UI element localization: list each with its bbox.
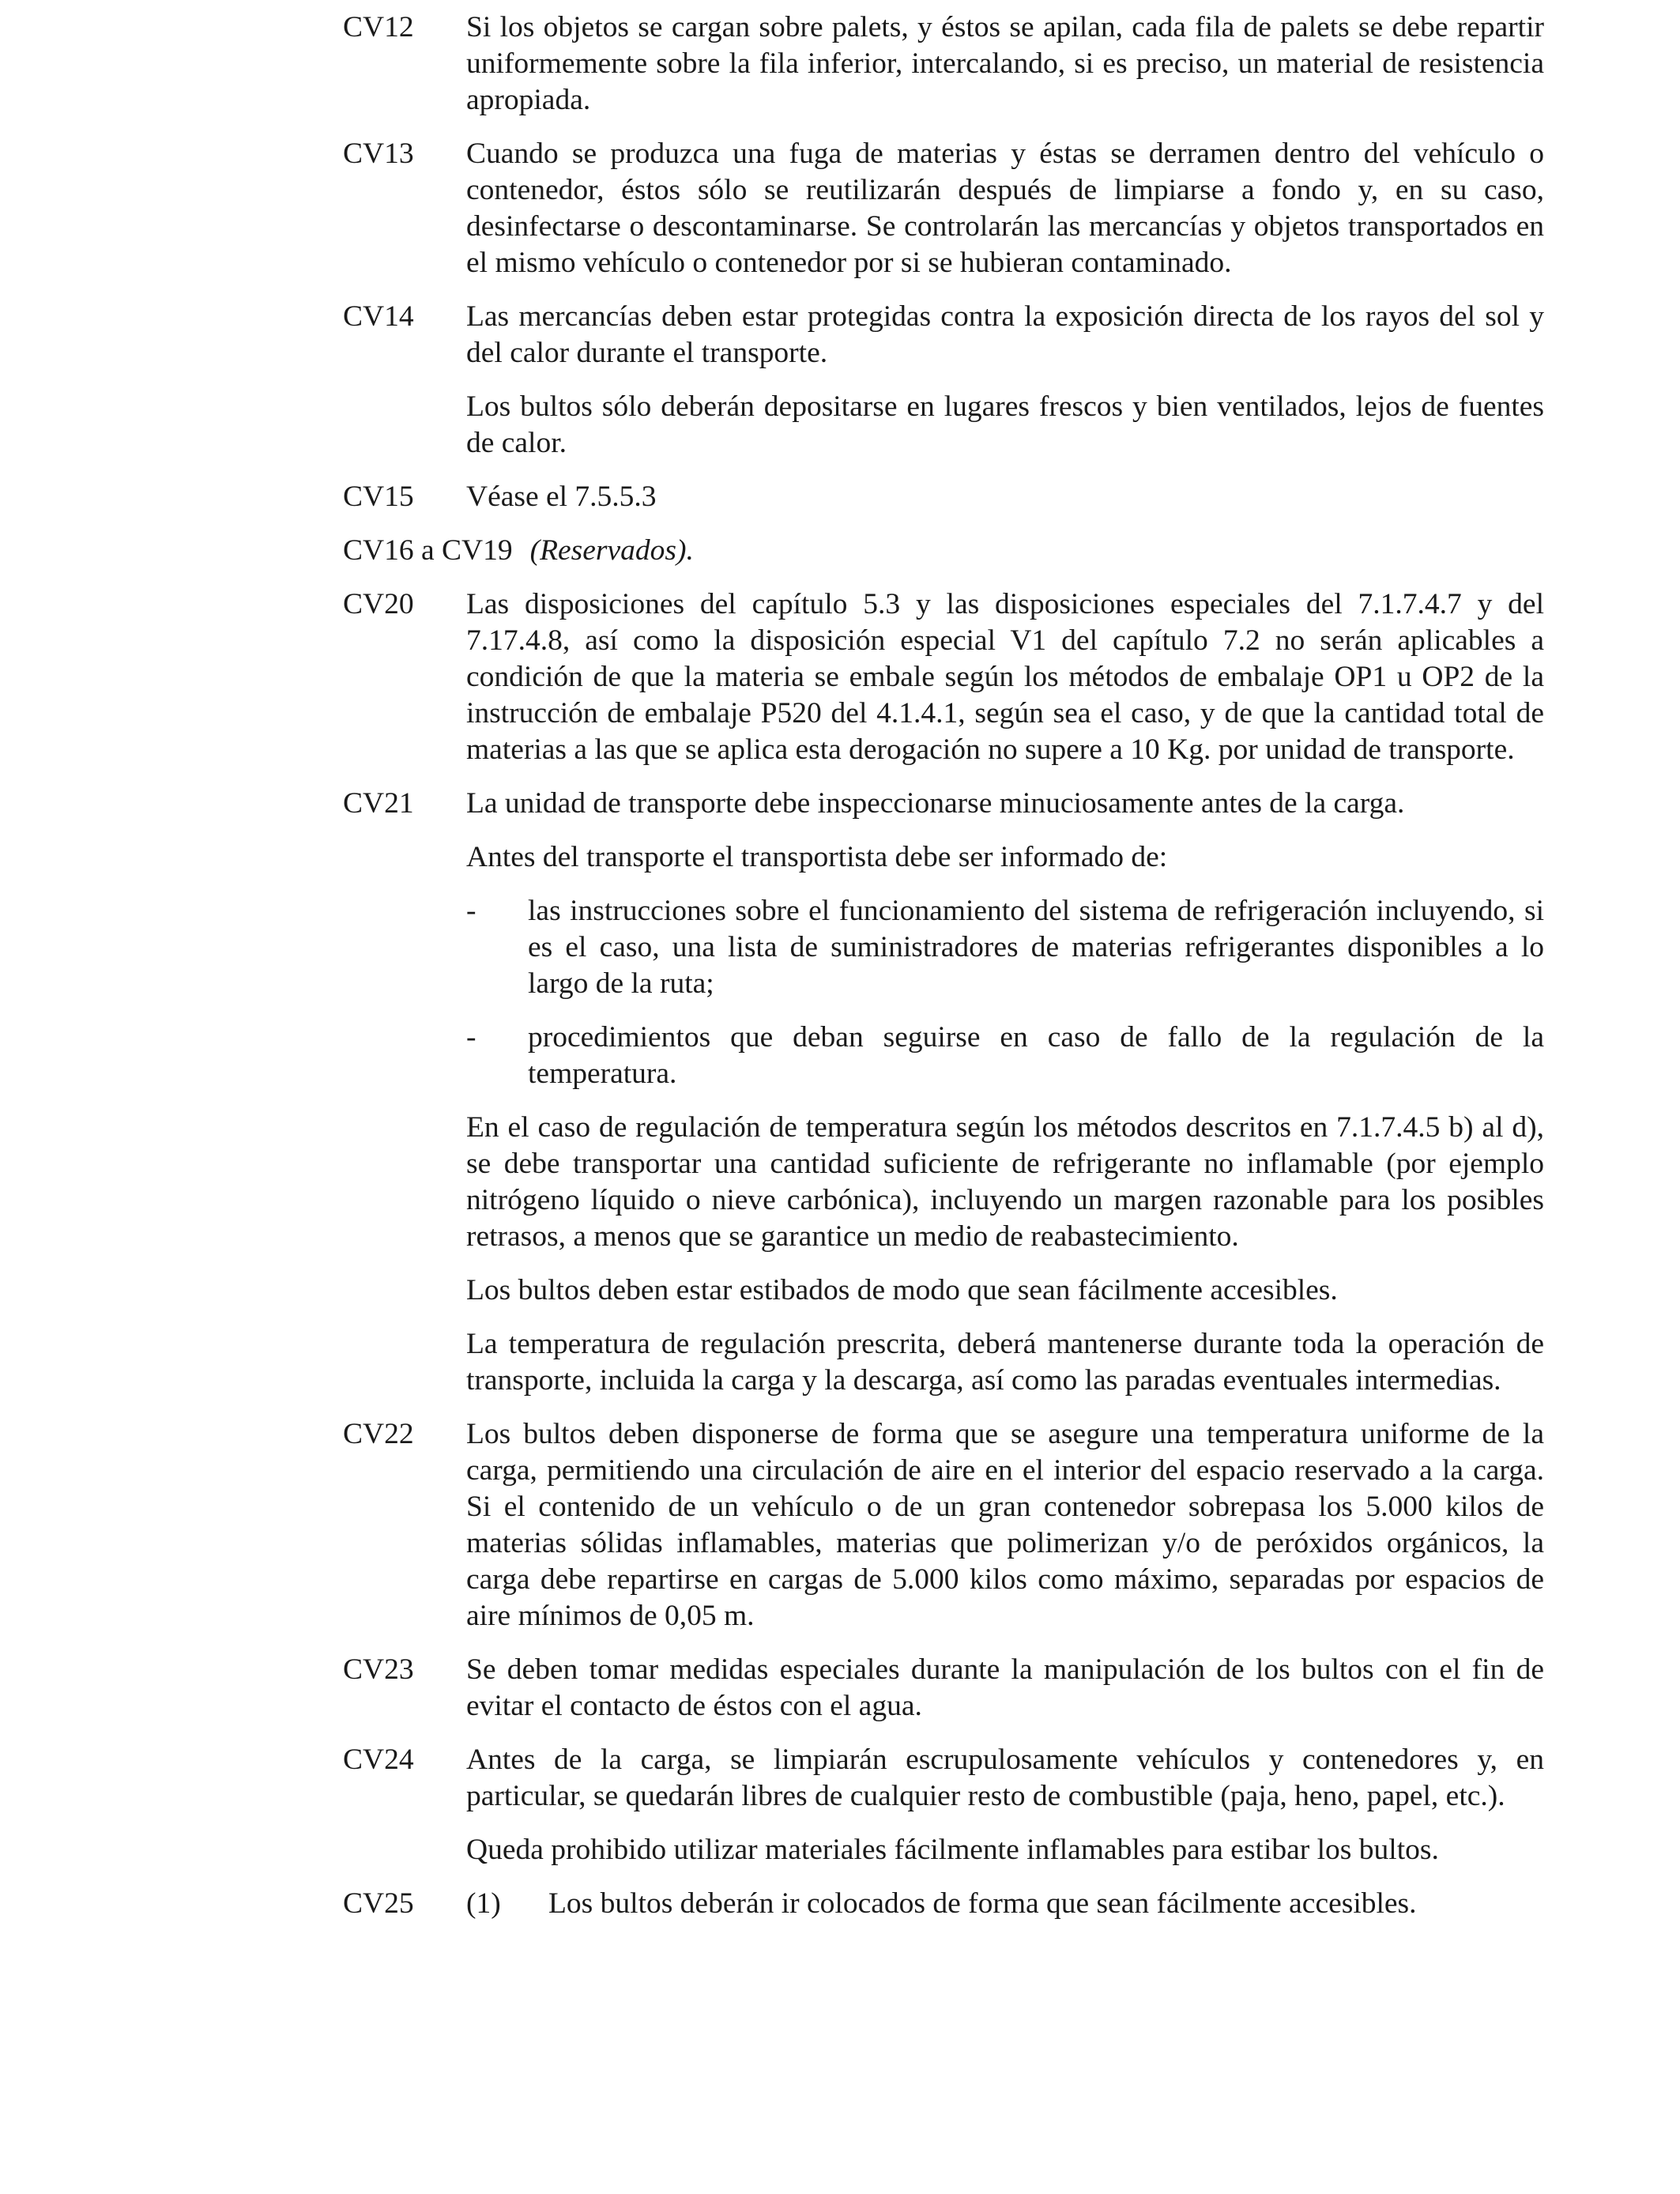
entry-body xyxy=(466,1742,1544,1868)
entry-cv13 xyxy=(343,136,1544,281)
entry-paragraph: Antes del transporte el transportista debe ser informado de: xyxy=(466,841,1168,873)
entry-body xyxy=(466,1652,1544,1725)
entry-body xyxy=(466,9,1544,119)
entry-body xyxy=(466,586,1544,768)
entry-cv15 xyxy=(343,479,1544,515)
entry-paragraph: Los bultos deben disponerse de forma que se asegure una temperatura uniforme de la carga, permitiendo una circulación de aire en el interior del espacio reservado a la carga. Si el contenido de un vehículo o de un gran contenedor sobrepasa los 5.000 kilos de materias sólidas inflamables, materias que polimerizan y/o de peróxidos orgánicos, la carga debe repartirse en cargas de 5.000 kilos como máximo, separadas por espacios de aire mínimos de 0,05 m. xyxy=(466,1418,1544,1632)
entry-code: CV21 xyxy=(343,787,414,820)
item-number: (1) xyxy=(466,1887,501,1920)
entry-paragraph: Los bultos deben estar estibados de modo que sean fácilmente accesibles. xyxy=(466,1274,1338,1306)
entry-body xyxy=(466,1886,1544,1922)
entry-code: CV16 a CV19 xyxy=(343,534,513,567)
entry-cv21 xyxy=(343,786,1544,1399)
document-page xyxy=(343,9,1544,1940)
numbered-item xyxy=(466,1886,1544,1922)
entry-cv14 xyxy=(343,299,1544,462)
entry-code: CV20 xyxy=(343,588,414,620)
entry-paragraph: Los bultos sólo deberán depositarse en lugares frescos y bien ventilados, lejos de fuentes de calor. xyxy=(466,390,1544,459)
entry-code: CV25 xyxy=(343,1887,414,1920)
list-item-text: las instrucciones sobre el funcionamiento del sistema de refrigeración incluyendo, si es el caso, una lista de suministradores de materias refrigerantes disponibles a lo largo de la ruta; xyxy=(528,895,1544,1000)
entry-code: CV22 xyxy=(343,1418,414,1450)
entry-cv24 xyxy=(343,1742,1544,1868)
entry-code: CV24 xyxy=(343,1744,414,1776)
entry-paragraph: La temperatura de regulación prescrita, deberá mantenerse durante toda la operación de transporte, incluida la carga y la descarga, así como las paradas eventuales intermedias. xyxy=(466,1328,1544,1397)
entry-code: CV14 xyxy=(343,300,414,333)
entry-cv22 xyxy=(343,1416,1544,1634)
entry-cv12 xyxy=(343,9,1544,119)
list-dash: - xyxy=(466,895,477,927)
entry-paragraph: Antes de la carga, se limpiarán escrupulosamente vehículos y contenedores y, en particular, se quedarán libres de cualquier resto de combustible (paja, heno, papel, etc.). xyxy=(466,1744,1544,1812)
entry-code: CV15 xyxy=(343,481,414,513)
entry-code: CV12 xyxy=(343,11,414,43)
list-item xyxy=(466,1020,1544,1092)
entry-cv25 xyxy=(343,1886,1544,1922)
entry-paragraph: En el caso de regulación de temperatura según los métodos descritos en 7.1.7.4.5 b) al d), se debe transportar una cantidad suficiente de refrigerante no inflamable (por ejemplo nitrógeno líquido o nieve carbónica), incluyendo un margen razonable para los posibles retrasos, a menos que se garantice un medio de reabastecimiento. xyxy=(466,1111,1544,1253)
entry-cv23 xyxy=(343,1652,1544,1725)
entry-paragraph: Se deben tomar medidas especiales durante la manipulación de los bultos con el fin de evitar el contacto de éstos con el agua. xyxy=(466,1653,1544,1722)
entry-code: CV23 xyxy=(343,1653,414,1686)
entry-body xyxy=(466,786,1544,1399)
entry-paragraph: Las disposiciones del capítulo 5.3 y las disposiciones especiales del 7.1.7.4.7 y del 7.17.4.8, así como la disposición especial V1 del capítulo 7.2 no serán aplicables a condición de que la materia se embale según los métodos de embalaje OP1 u OP2 de la instrucción de embalaje P520 del 4.1.4.1, según sea el caso, y de que la cantidad total de materias a las que se aplica esta derogación no supere a 10 Kg. por unidad de transporte. xyxy=(466,588,1544,766)
entry-paragraph: Las mercancías deben estar protegidas contra la exposición directa de los rayos del sol y del calor durante el transporte. xyxy=(466,300,1544,369)
entry-body xyxy=(466,299,1544,462)
list-item-text: procedimientos que deban seguirse en caso de fallo de la regulación de la temperatura. xyxy=(528,1021,1544,1090)
list-dash: - xyxy=(466,1021,477,1054)
list-item xyxy=(466,893,1544,1002)
entry-cv16-cv19 xyxy=(343,533,1544,569)
entry-code: CV13 xyxy=(343,138,414,170)
entry-cv20 xyxy=(343,586,1544,768)
entry-paragraph: Cuando se produzca una fuga de materias y éstas se derramen dentro del vehículo o contenedor, éstos sólo se reutilizarán después de limpiarse a fondo y, en su caso, desinfectarse o descontaminarse. Se controlarán las mercancías y objetos transportados en el mismo vehículo o contenedor por si se hubieran contaminado. xyxy=(466,138,1544,279)
entry-body xyxy=(466,479,1544,515)
entry-paragraph: Queda prohibido utilizar materiales fácilmente inflamables para estibar los bultos. xyxy=(466,1834,1439,1866)
item-text: Los bultos deberán ir colocados de forma que sean fácilmente accesibles. xyxy=(548,1887,1417,1920)
entry-paragraph: La unidad de transporte debe inspeccionarse minuciosamente antes de la carga. xyxy=(466,787,1405,820)
reserved-note: (Reservados). xyxy=(529,534,694,567)
entry-paragraph: Véase el 7.5.5.3 xyxy=(466,481,657,513)
entry-body xyxy=(466,1416,1544,1634)
entry-body xyxy=(466,136,1544,281)
entry-paragraph: Si los objetos se cargan sobre palets, y éstos se apilan, cada fila de palets se debe repartir uniformemente sobre la fila inferior, intercalando, si es preciso, un material de resistencia apropiada. xyxy=(466,11,1544,116)
